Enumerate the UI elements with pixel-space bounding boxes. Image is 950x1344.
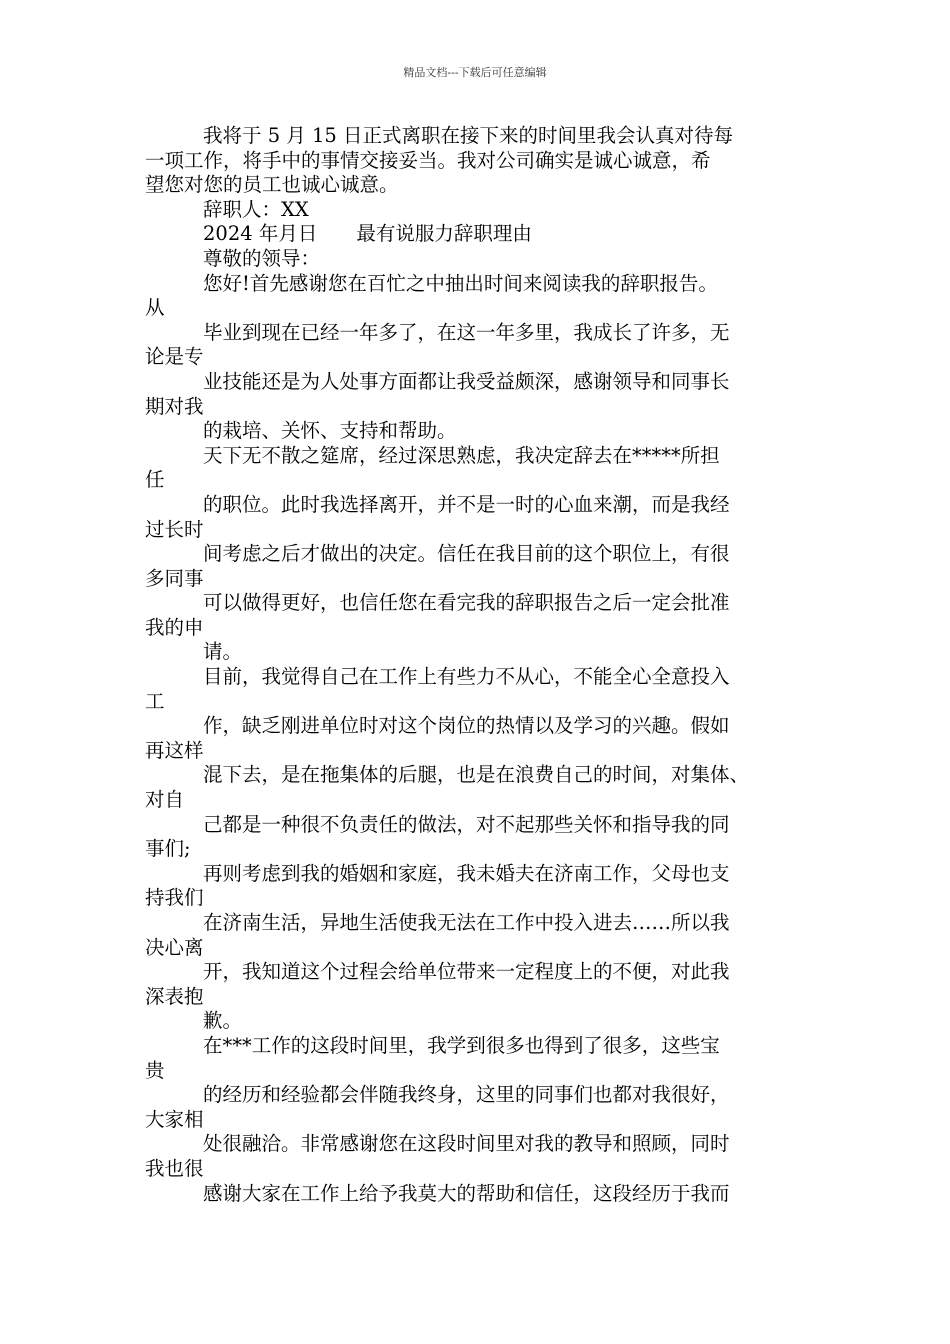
document-body bbox=[145, 124, 815, 1206]
text-line: 的经历和经验都会伴随我终身，这里的同事们也都对我很好， bbox=[203, 1083, 730, 1107]
text-line: 天下无不散之筵席，经过深思熟虑，我决定辞去在*****所担 bbox=[203, 443, 720, 467]
text-line: 辞职人：XX bbox=[203, 197, 309, 221]
text-line: 一项工作，将手中的事情交接妥当。我对公司确实是诚心诚意，希 bbox=[145, 148, 711, 172]
text-line: 期对我 bbox=[145, 394, 204, 418]
text-line: 的职位。此时我选择离开，并不是一时的心血来潮，而是我经 bbox=[203, 492, 730, 516]
text-line: 再则考虑到我的婚姻和家庭，我未婚夫在济南工作，父母也支 bbox=[203, 861, 730, 885]
text-line: 间考虑之后才做出的决定。信任在我目前的这个职位上，有很 bbox=[203, 542, 730, 566]
text-line: 在济南生活，异地生活使我无法在工作中投入进去……所以我 bbox=[203, 911, 730, 934]
text-line: 感谢大家在工作上给予我莫大的帮助和信任，这段经历于我而 bbox=[203, 1181, 730, 1205]
text-line: 大家相 bbox=[145, 1107, 204, 1131]
text-line: 持我们 bbox=[145, 886, 204, 910]
text-line: 2024 年月日 最有说服力辞职理由 bbox=[203, 222, 532, 246]
text-line: 任 bbox=[145, 468, 165, 492]
text-line: 开，我知道这个过程会给单位带来一定程度上的不便，对此我 bbox=[203, 960, 730, 984]
text-line: 处很融洽。非常感谢您在这段时间里对我的教导和照顾，同时 bbox=[203, 1132, 730, 1156]
text-line: 过长时 bbox=[145, 517, 204, 541]
text-line: 望您对您的员工也诚心诚意。 bbox=[145, 173, 399, 197]
text-line: 贵 bbox=[145, 1058, 165, 1082]
page-header: 精品文档---下载后可任意编辑 bbox=[403, 66, 547, 79]
text-line: 的栽培、关怀、支持和帮助。 bbox=[203, 419, 457, 443]
text-line: 您好!首先感谢您在百忙之中抽出时间来阅读我的辞职报告。 bbox=[203, 271, 718, 295]
text-line: 可以做得更好，也信任您在看完我的辞职报告之后一定会批准 bbox=[203, 591, 730, 615]
text-line: 论是专 bbox=[145, 345, 204, 369]
text-line: 目前，我觉得自己在工作上有些力不从心，不能全心全意投入 bbox=[203, 665, 730, 689]
text-line: 在***工作的这段时间里，我学到很多也得到了很多，这些宝 bbox=[203, 1033, 720, 1057]
text-line: 尊敬的领导： bbox=[203, 246, 321, 270]
text-line: 混下去，是在拖集体的后腿，也是在浪费自己的时间，对集体、 bbox=[203, 763, 750, 787]
text-line: 作，缺乏刚进单位时对这个岗位的热情以及学习的兴趣。假如 bbox=[203, 714, 730, 738]
text-line: 我也很 bbox=[145, 1156, 204, 1180]
text-line: 我的申 bbox=[145, 615, 204, 639]
text-line: 工 bbox=[145, 689, 165, 713]
text-line: 我将于 5 月 15 日正式离职在接下来的时间里我会认真对待每 bbox=[203, 124, 734, 147]
text-line: 决心离 bbox=[145, 935, 204, 959]
text-line: 歉。 bbox=[203, 1009, 243, 1033]
text-line: 毕业到现在已经一年多了，在这一年多里，我成长了许多，无 bbox=[203, 320, 730, 344]
text-line: 再这样 bbox=[145, 738, 204, 762]
text-line: 业技能还是为人处事方面都让我受益颇深，感谢领导和同事长 bbox=[203, 369, 730, 393]
text-line: 请。 bbox=[203, 640, 243, 664]
text-line: 深表抱 bbox=[145, 984, 204, 1008]
text-line: 多同事 bbox=[145, 566, 204, 590]
text-line: 对自 bbox=[145, 788, 185, 812]
text-line: 己都是一种很不负责任的做法，对不起那些关怀和指导我的同 bbox=[203, 812, 730, 836]
text-line: 从 bbox=[145, 296, 165, 320]
text-line: 事们; bbox=[145, 837, 191, 861]
